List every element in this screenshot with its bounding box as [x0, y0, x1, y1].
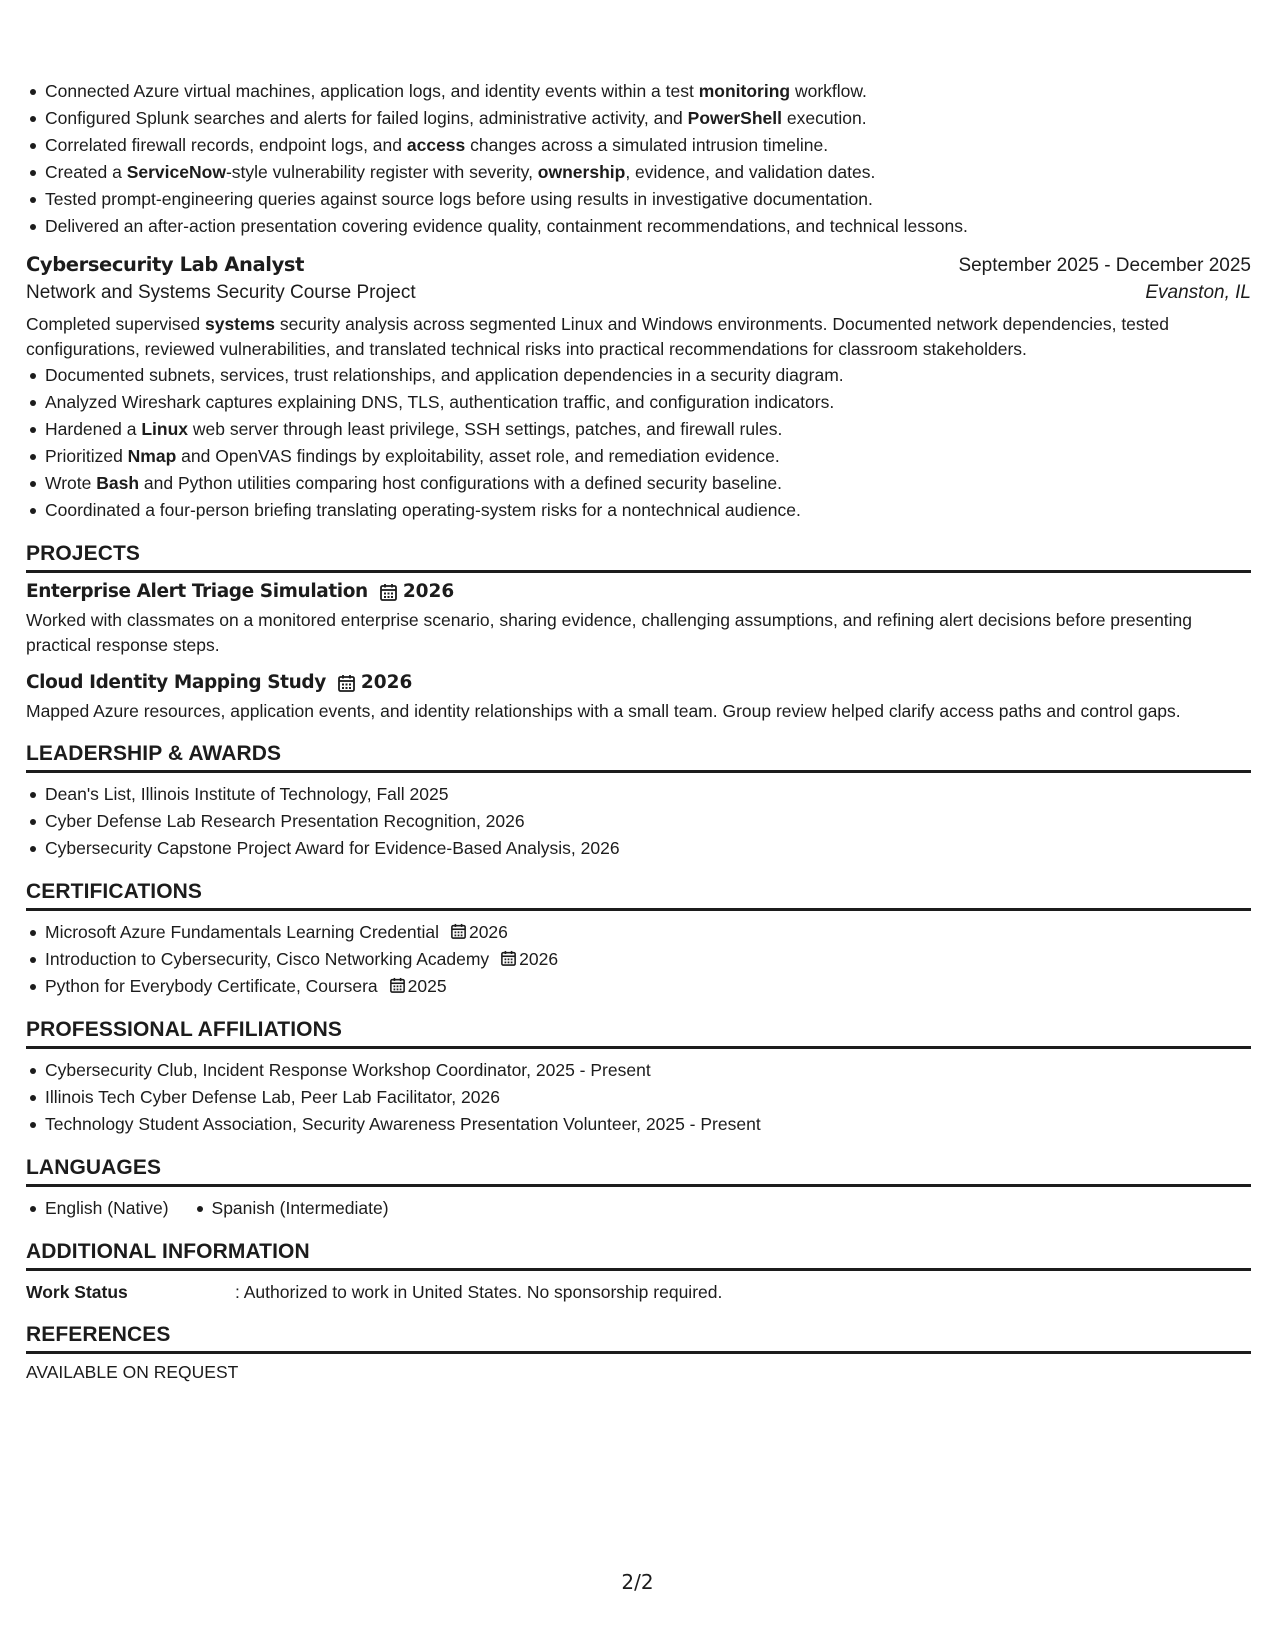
list-item: Coordinated a four-person briefing translating operating-system risks for a nontechnical audience.	[26, 497, 1251, 524]
section-heading-affiliations: PROFESSIONAL AFFILIATIONS	[26, 1018, 1251, 1049]
list-item: Technology Student Association, Security Awareness Presentation Volunteer, 2025 - Present	[26, 1111, 1251, 1138]
list-item: Illinois Tech Cyber Defense Lab, Peer Lab Facilitator, 2026	[26, 1084, 1251, 1111]
section-heading-additional-information: ADDITIONAL INFORMATION	[26, 1240, 1251, 1271]
section-heading-certifications: CERTIFICATIONS	[26, 880, 1251, 911]
calendar-icon	[390, 977, 405, 993]
section-heading-projects: PROJECTS	[26, 542, 1251, 573]
section-heading-languages: LANGUAGES	[26, 1156, 1251, 1187]
calendar-icon	[501, 950, 516, 966]
list-item: Spanish (Intermediate)	[193, 1195, 389, 1222]
affiliations-list	[26, 1057, 1251, 1138]
list-item: Correlated firewall records, endpoint logs, and access changes across a simulated intrusion timeline.	[26, 132, 1251, 159]
page-number: 2/2	[621, 1570, 654, 1594]
job-summary: Completed supervised systems security analysis across segmented Linux and Windows environments. Documented network dependencies, tested configurations, reviewed vulnerabilities, and translated technical risks into practical recommendations for classroom stakeholders.	[26, 314, 1169, 359]
calendar-icon	[451, 923, 466, 939]
certifications-list	[26, 919, 1251, 1000]
list-item: Prioritized Nmap and OpenVAS findings by exploitability, asset role, and remediation evidence.	[26, 443, 1251, 470]
certification-year: 2026	[468, 922, 508, 942]
list-item: Hardened a Linux web server through least privilege, SSH settings, patches, and firewall rules.	[26, 416, 1251, 443]
resume-page	[26, 78, 1251, 1383]
project-description: Worked with classmates on a monitored enterprise scenario, sharing evidence, challenging assumptions, and refining alert decisions before presenting practical response steps.	[26, 610, 1193, 655]
job-title: Cybersecurity Lab Analyst	[26, 253, 305, 276]
awards-list	[26, 781, 1251, 862]
work-status-label: Work Status	[26, 1282, 128, 1302]
work-status-value: : Authorized to work in United States. No sponsorship required.	[235, 1282, 723, 1302]
list-item: Connected Azure virtual machines, application logs, and identity events within a test monitoring workflow.	[26, 78, 1251, 105]
languages-list	[26, 1195, 1251, 1222]
project-title: Enterprise Alert Triage Simulation	[26, 581, 368, 602]
calendar-icon	[380, 583, 397, 601]
list-item: Introduction to Cybersecurity, Cisco Networking Academy 2026	[26, 946, 1251, 973]
list-item: Cybersecurity Club, Incident Response Workshop Coordinator, 2025 - Present	[26, 1057, 1251, 1084]
list-item: Documented subnets, services, trust relationships, and application dependencies in a security diagram.	[26, 362, 1251, 389]
list-item: Delivered an after-action presentation covering evidence quality, containment recommendations, and technical lessons.	[26, 213, 1251, 240]
project-entry	[26, 581, 1251, 658]
references-text: AVAILABLE ON REQUEST	[26, 1362, 239, 1382]
project-entry	[26, 672, 1251, 724]
section-heading-references: REFERENCES	[26, 1323, 1251, 1354]
work-status-row	[26, 1279, 1251, 1305]
list-item: Wrote Bash and Python utilities comparing host configurations with a defined security baseline.	[26, 470, 1251, 497]
project-description: Mapped Azure resources, application events, and identity relationships with a small team. Group review helped clarify access paths and control gaps.	[26, 701, 1181, 721]
job-bullets	[26, 362, 1251, 524]
list-item: Dean's List, Illinois Institute of Technology, Fall 2025	[26, 781, 1251, 808]
project-year: 2026	[360, 672, 413, 693]
list-item: Created a ServiceNow-style vulnerability register with severity, ownership, evidence, and validation dates.	[26, 159, 1251, 186]
calendar-icon	[338, 674, 355, 692]
list-item: English (Native)	[26, 1195, 169, 1222]
list-item: Configured Splunk searches and alerts for failed logins, administrative activity, and PowerShell execution.	[26, 105, 1251, 132]
list-item: Analyzed Wireshark captures explaining DNS, TLS, authentication traffic, and configuration indicators.	[26, 389, 1251, 416]
job-organization: Network and Systems Security Course Project	[26, 282, 416, 303]
section-heading-awards: LEADERSHIP & AWARDS	[26, 742, 1251, 773]
list-item: Cybersecurity Capstone Project Award for Evidence-Based Analysis, 2026	[26, 835, 1251, 862]
job-location: Evanston, IL	[1145, 282, 1251, 303]
project-title: Cloud Identity Mapping Study	[26, 672, 326, 693]
project-year: 2026	[402, 581, 455, 602]
previous-role-bullets	[26, 78, 1251, 240]
job-dates: September 2025 - December 2025	[958, 255, 1251, 276]
list-item: Tested prompt-engineering queries against source logs before using results in investigative documentation.	[26, 186, 1251, 213]
list-item: Python for Everybody Certificate, Coursera 2025	[26, 973, 1251, 1000]
job-entry	[26, 253, 1251, 524]
certification-year: 2025	[407, 976, 447, 996]
list-item: Microsoft Azure Fundamentals Learning Credential 2026	[26, 919, 1251, 946]
list-item: Cyber Defense Lab Research Presentation Recognition, 2026	[26, 808, 1251, 835]
certification-year: 2026	[519, 949, 559, 969]
